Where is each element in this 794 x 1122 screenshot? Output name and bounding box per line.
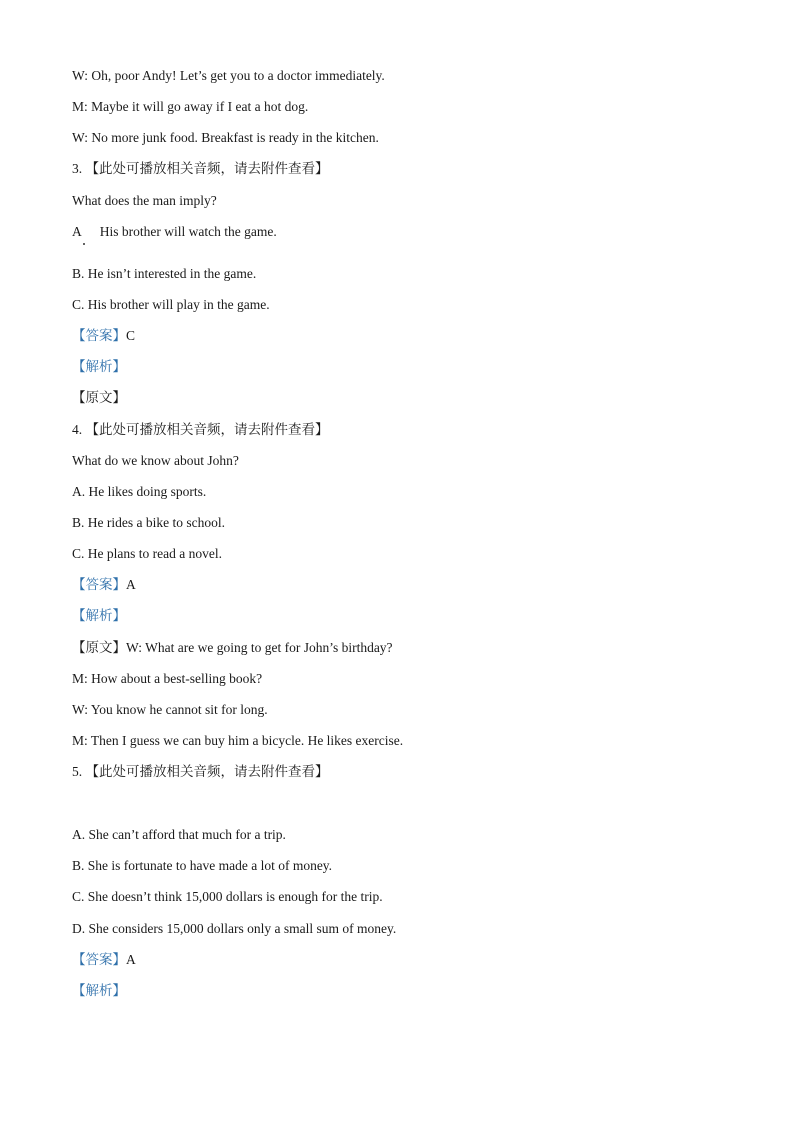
question-4-analysis (72, 607, 126, 625)
analysis-tag: 【解析】 (72, 359, 126, 374)
question-4-answer (72, 576, 136, 594)
question-3-analysis (72, 358, 126, 376)
answer-tag: 【答案】 (72, 328, 126, 343)
question-5-option-d: D. She considers 15,000 dollars only a small sum of money. (72, 921, 397, 936)
question-5-option-b: B. She is fortunate to have made a lot of money. (72, 858, 333, 873)
original-tag: 【原文】 (72, 390, 126, 405)
analysis-tag: 【解析】 (72, 983, 126, 998)
dialog-line: W: You know he cannot sit for long. (72, 702, 268, 717)
question-5-answer (72, 951, 136, 969)
answer-tag: 【答案】 (72, 577, 126, 592)
question-3-original (72, 389, 126, 407)
question-4-header: 4. 【此处可播放相关音频，请去附件查看】 (72, 422, 329, 437)
original-tag: 【原文】 (72, 640, 126, 655)
answer-value: A (126, 577, 136, 592)
option-a-text: His brother will watch the game. (99, 224, 277, 239)
question-5-header: 5. 【此处可播放相关音频，请去附件查看】 (72, 764, 329, 779)
answer-value: C (126, 328, 136, 343)
answer-value: A (126, 952, 136, 967)
dialog-line: W: Oh, poor Andy! Let’s get you to a doctor immediately. (72, 68, 385, 83)
question-5-option-a: A. She can’t afford that much for a trip. (72, 827, 286, 842)
dialog-line: W: What are we going to get for John’s birthday? (126, 640, 393, 655)
question-3-header: 3. 【此处可播放相关音频，请去附件查看】 (72, 161, 329, 176)
question-3-text: What does the man imply? (72, 193, 217, 208)
question-5-analysis (72, 982, 126, 1000)
option-a-dot (83, 243, 85, 245)
dialog-line: W: No more junk food. Breakfast is ready in the kitchen. (72, 130, 379, 145)
question-3-answer (72, 327, 135, 345)
answer-tag: 【答案】 (72, 952, 126, 967)
question-4-original (72, 639, 393, 657)
question-3-option-b: B. He isn’t interested in the game. (72, 266, 257, 281)
dialog-line: M: How about a best-selling book? (72, 671, 263, 686)
question-5-option-c: C. She doesn’t think 15,000 dollars is enough for the trip. (72, 889, 383, 904)
option-a-letter: A (72, 224, 82, 239)
question-4-text: What do we know about John? (72, 453, 239, 468)
dialog-line: M: Then I guess we can buy him a bicycle. He likes exercise. (72, 733, 404, 748)
dialog-line: M: Maybe it will go away if I eat a hot dog. (72, 99, 309, 114)
analysis-tag: 【解析】 (72, 608, 126, 623)
question-4-option-b: B. He rides a bike to school. (72, 515, 225, 530)
question-3-option-c: C. His brother will play in the game. (72, 297, 270, 312)
question-4-option-a: A. He likes doing sports. (72, 484, 207, 499)
question-3-option-a (72, 223, 277, 241)
question-4-option-c: C. He plans to read a novel. (72, 546, 222, 561)
